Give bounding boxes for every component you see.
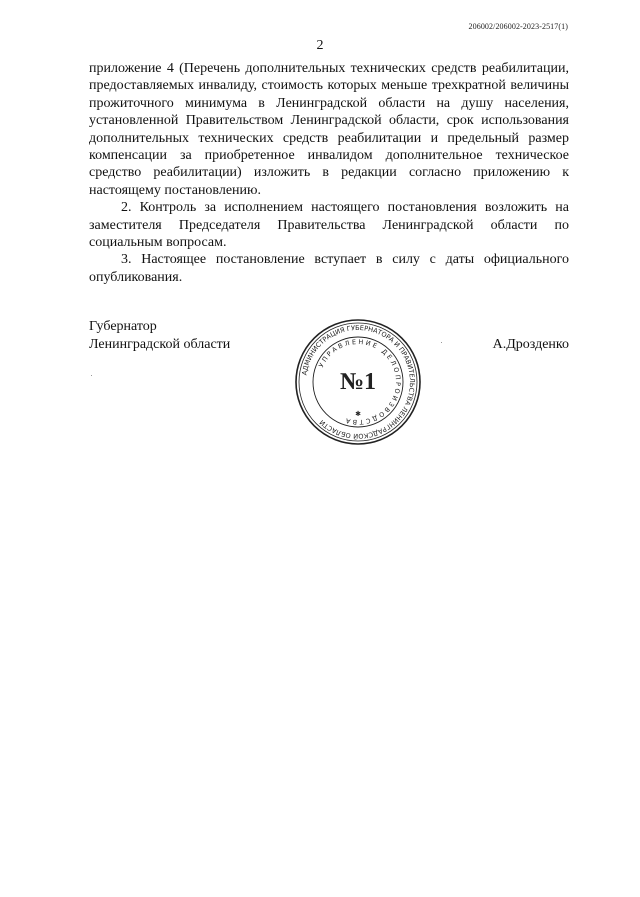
signatory-title [89, 318, 230, 354]
seal-star-icon: ✱ [355, 410, 361, 418]
scan-speck [441, 342, 442, 343]
paragraph-appendix-4: приложение 4 (Перечень дополнительных технических средств реабилитации, предоставляемых инвалиду, стоимость которых меньше трехкратной величины прожиточного минимума в Ленинградской области на душу населения, установленной Правительством Ленинградской области, срок использования дополнительных технических средств реабилитации и предельный размер компенсации за приобретенное инвалидом дополнительное техническое средство реабилитации) изложить в редакции согласно приложению к настоящему постановлению. [89, 61, 569, 198]
seal-graphic [294, 318, 422, 446]
official-seal [294, 318, 422, 446]
paragraph-control: 2. Контроль за исполнением настоящего постановления возложить на заместителя Председателя Правительства Ленинградской области по социальным вопросам. [89, 200, 569, 251]
document-id: 206002/206002-2023-2517(1) [468, 22, 568, 31]
scan-speck [91, 375, 92, 376]
page-number: 2 [316, 38, 324, 53]
signatory-title-line1: Губернатор [89, 319, 157, 334]
document-body [89, 60, 569, 286]
seal-inner-text: УПРАВЛЕНИЕ ДЕЛОПРОИЗВОДСТВА [317, 337, 403, 427]
signatory-name: А.Дрозденко [492, 337, 569, 352]
paragraph-effective-date: 3. Настоящее постановление вступает в силу с даты официального опубликования. [89, 252, 569, 285]
signatory-title-line2: Ленинградской области [89, 337, 231, 352]
seal-outer-text: АДМИНИСТРАЦИЯ ГУБЕРНАТОРА И ПРАВИТЕЛЬСТВА ЛЕНИНГРАДСКОЙ ОБЛАСТИ [300, 323, 417, 441]
seal-number: №1 [339, 369, 377, 395]
